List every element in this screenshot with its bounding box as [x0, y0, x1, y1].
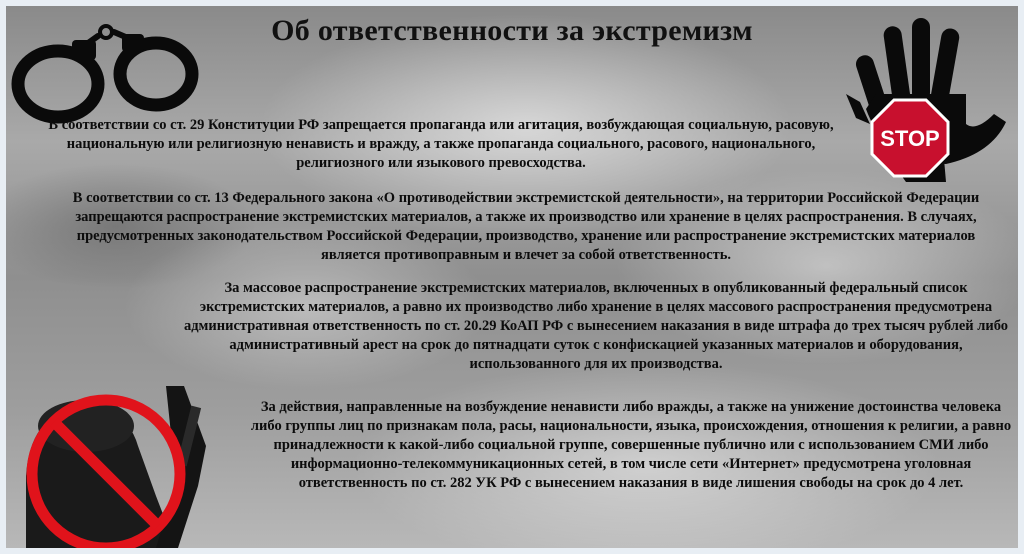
handcuffs-icon — [6, 16, 206, 126]
paragraph-administrative: За массовое распространение экстремистских материалов, включенных в опубликованный федеральный список экстремистских материалов, а равно их производство либо хранение в целях массового распространения предусмотрена административная ответственность по ст. 20.29 КоАП РФ с вынесением наказания в виде штрафа до трех тысяч рублей либо административный арест на срок до пятнадцати суток с конфискацией указанных материалов и оборудования, использованного для их производства. — [183, 280, 1009, 372]
poster-title: Об ответственности за экстремизм — [271, 14, 753, 47]
prohibited-soldier-icon — [6, 386, 236, 548]
paragraph-constitution: В соответствии со ст. 29 Конституции РФ запрещается пропаганда или агитация, возбуждающая социальную, расовую, национальную или религиозную ненависть и вражду, а также пропаганда социального, расового, национального, религиозного или языкового превосходства. — [48, 117, 834, 171]
poster — [6, 6, 1018, 548]
stop-hand-icon — [826, 14, 1016, 184]
paragraph-federal-law: В соответствии со ст. 13 Федерального закона «О противодействии экстремистской деятельности», на территории Российской Федерации запрещаются распространение экстремистских материалов, а также их производство или хранение в целях распространения. В случаях, предусмотренных законодательством Российской Федерации, производство, хранение или распространение экстремистских материалов является противоправным и влечет за собой ответственность. — [72, 190, 980, 263]
stop-sign-text: STOP — [880, 126, 940, 151]
paragraph-criminal: За действия, направленные на возбуждение ненависти либо вражды, а также на унижение достоинства человека либо группы лиц по признакам пола, расы, национальности, языка, происхождения, отношения к религии, а равно принадлежности к какой-либо социальной группе, совершенные публично или с использованием СМИ либо информационно-телекоммуникационных сетей, в том числе сети «Интернет» предусмотрена уголовная ответственность по ст. 282 УК РФ с вынесением наказания в виде лишения свободы на срок до 4 лет. — [250, 399, 1012, 491]
